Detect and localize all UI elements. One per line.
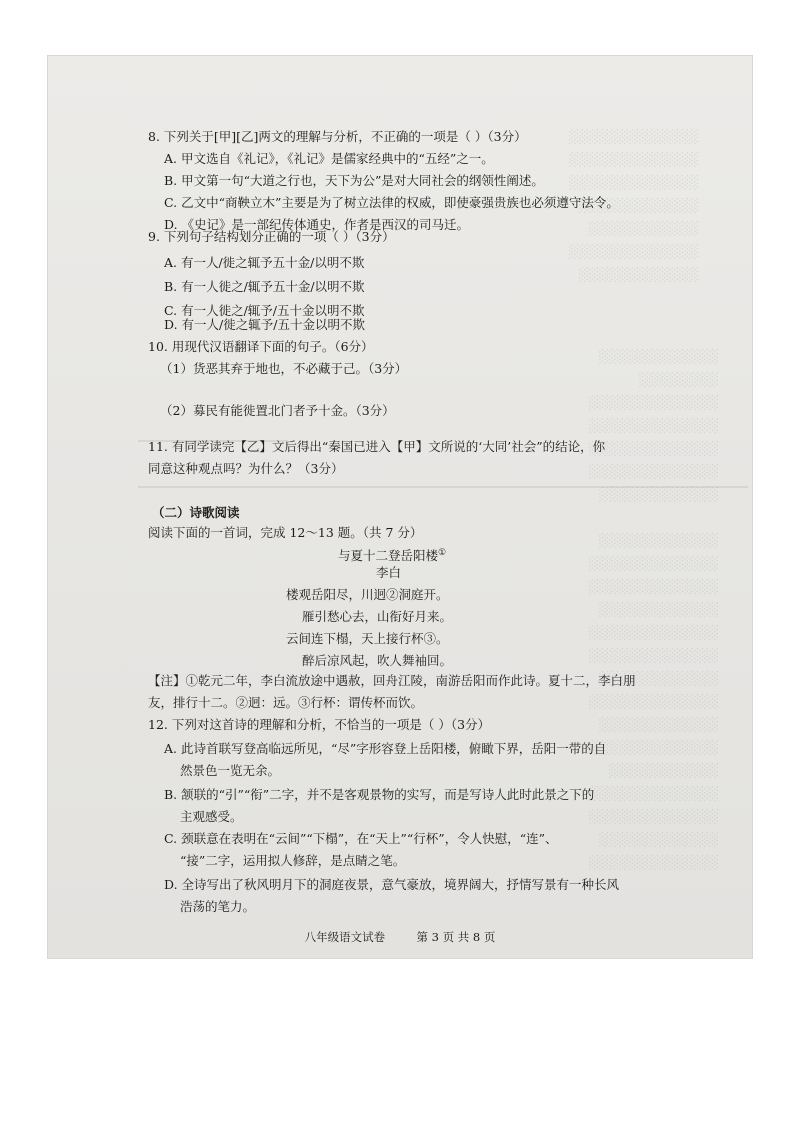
poem-title-text: 与夏十二登岳阳楼 <box>338 548 439 564</box>
poem-title-footnote-mark: ① <box>438 548 447 558</box>
q9-option-b: B. 有一人徙之/辄予五十金/以明不欺 <box>164 279 365 294</box>
q8-stem: 8. 下列关于[甲][乙]两文的理解与分析，不正确的一项是（ ）（3分） <box>148 129 527 144</box>
q9-stem: 9. 下列句子结构划分正确的一项（ ）（3分） <box>148 229 395 244</box>
poem-title <box>338 544 446 565</box>
q12-option-c-line-2: “接”二字，运用拟人修辞，是点睛之笔。 <box>180 853 406 868</box>
poem-author: 李白 <box>376 565 402 580</box>
poem-line-3: 云间连下榻，天上接行杯③。 <box>286 631 449 646</box>
footer-exam-label: 八年级语文试卷 <box>304 930 386 944</box>
footer-page-number: 第 3 页 共 8 页 <box>416 930 496 944</box>
q9-option-a: A. 有一人/徙之辄予五十金/以明不欺 <box>164 255 365 270</box>
q9-option-c: C. 有一人徙之/辄予/五十金以明不欺 <box>164 303 365 318</box>
q12-option-a-line-1: A. 此诗首联写登高临远所见，“尽”字形容登上岳阳楼，俯瞰下界，岳阳一带的自 <box>164 741 607 756</box>
q8-option-c: C. 乙文中“商鞅立木”主要是为了树立法律的权威，即使豪强贵族也必须遵守法令。 <box>164 195 619 210</box>
poetry-section-heading: （二）诗歌阅读 <box>152 505 240 520</box>
q12-option-c-line-1: C. 颈联意在表明在“云间”“下榻”，在“天上”“行杯”，令人快慰，“连”、 <box>164 831 558 846</box>
q12-option-d-line-1: D. 全诗写出了秋风明月下的洞庭夜景，意气豪放，境界阔大，抒情写景有一种长风 <box>164 877 620 892</box>
bleed-through-texture: ░░░░░░░░░░░░ ░░░░░░░░ ░░░░░░░░░░░░░ ░░░░░░░░░░░░░ ░░░░░░░░░░░░░ ░░░░░░░░░░░░░ ░░░░░░░░░░░░ ░░░░░░░░░░░░ ░░░░░░░░░░░░░ ░░░░░░░░░░░░░ ░░░░░░░░░░░░ ░░░░░░░░░░░░░ ░░░░░░░░░░░░░ ░░░░░░░░░░░░ ░░░░░░░░░░░░░ ░░░░░░░░░░░░ ░░░░░░░░░░░░░ ░░░░░░░░░░░ ░░░░░░░░░░░░░ ░░░░░░░░░░░░░ ░░░░░░░░░░░░ ░░░░░░░░░░░░░ <box>588 350 718 871</box>
poetry-instruction: 阅读下面的一首词，完成 12～13 题。（共 7 分） <box>148 525 423 540</box>
exam-page <box>48 56 752 958</box>
q12-option-d-line-2: 浩荡的笔力。 <box>180 899 256 914</box>
q8-option-b: B. 甲文第一句“大道之行也，天下为公”是对大同社会的纲领性阐述。 <box>164 173 544 188</box>
q8-option-a: A. 甲文选自《礼记》，《礼记》是儒家经典中的“五经”之一。 <box>164 151 494 166</box>
q10-item-1: （1）货恶其弃于地也，不必藏于己。（3分） <box>160 361 408 376</box>
q12-stem: 12. 下列对这首诗的理解和分析，不恰当的一项是（ ）（3分） <box>148 717 491 732</box>
q10-item-2: （2）募民有能徙置北门者予十金。（3分） <box>160 403 395 418</box>
poem-line-1: 楼观岳阳尽，川迥②洞庭开。 <box>286 587 449 602</box>
poem-note-line-2: 友，排行十二。②迥：远。③行杯：谓传杯而饮。 <box>148 695 424 710</box>
q12-option-a-line-2: 然景色一览无余。 <box>180 763 281 778</box>
q10-stem: 10. 用现代汉语翻译下面的句子。（6分） <box>148 339 374 354</box>
q12-option-b-line-1: B. 颔联的“引”“衔”二字，并不是客观景物的实写，而是写诗人此时此景之下的 <box>164 787 595 802</box>
page-footer <box>48 929 752 945</box>
q8-option-d: D. 《史记》是一部纪传体通史，作者是西汉的司马迁。 <box>164 217 470 232</box>
q11-line-2: 同意这种观点吗？为什么？（3分） <box>148 461 344 476</box>
q11-line-1: 11. 有同学读完【乙】文后得出“秦国已进入【甲】文所说的‘大同’社会”的结论，你 <box>148 439 606 454</box>
q12-option-b-line-2: 主观感受。 <box>180 809 243 824</box>
poem-note-line-1: 【注】①乾元二年，李白流放途中遇赦，回舟江陵，南游岳阳而作此诗。夏十二，李白朋 <box>148 673 636 688</box>
q9-option-d: D. 有一人/徙之辄予/五十金以明不欺 <box>164 317 365 332</box>
poem-line-2: 雁引愁心去，山衔好月来。 <box>302 609 453 624</box>
bleed-through-texture: ░░░░░░░░░░░░░ ░░░░░░░░░░░░░ ░░░░░░░░░░░░░ ░░░░░░░░░░░░ ░░░░░░░░░░░ ░░░░░░░░░░░░░ ░░░░░░░░░░░░ <box>568 130 698 283</box>
poem-line-4: 醉后凉风起，吹人舞袖回。 <box>302 653 453 668</box>
bleed-through-rule <box>138 486 748 488</box>
